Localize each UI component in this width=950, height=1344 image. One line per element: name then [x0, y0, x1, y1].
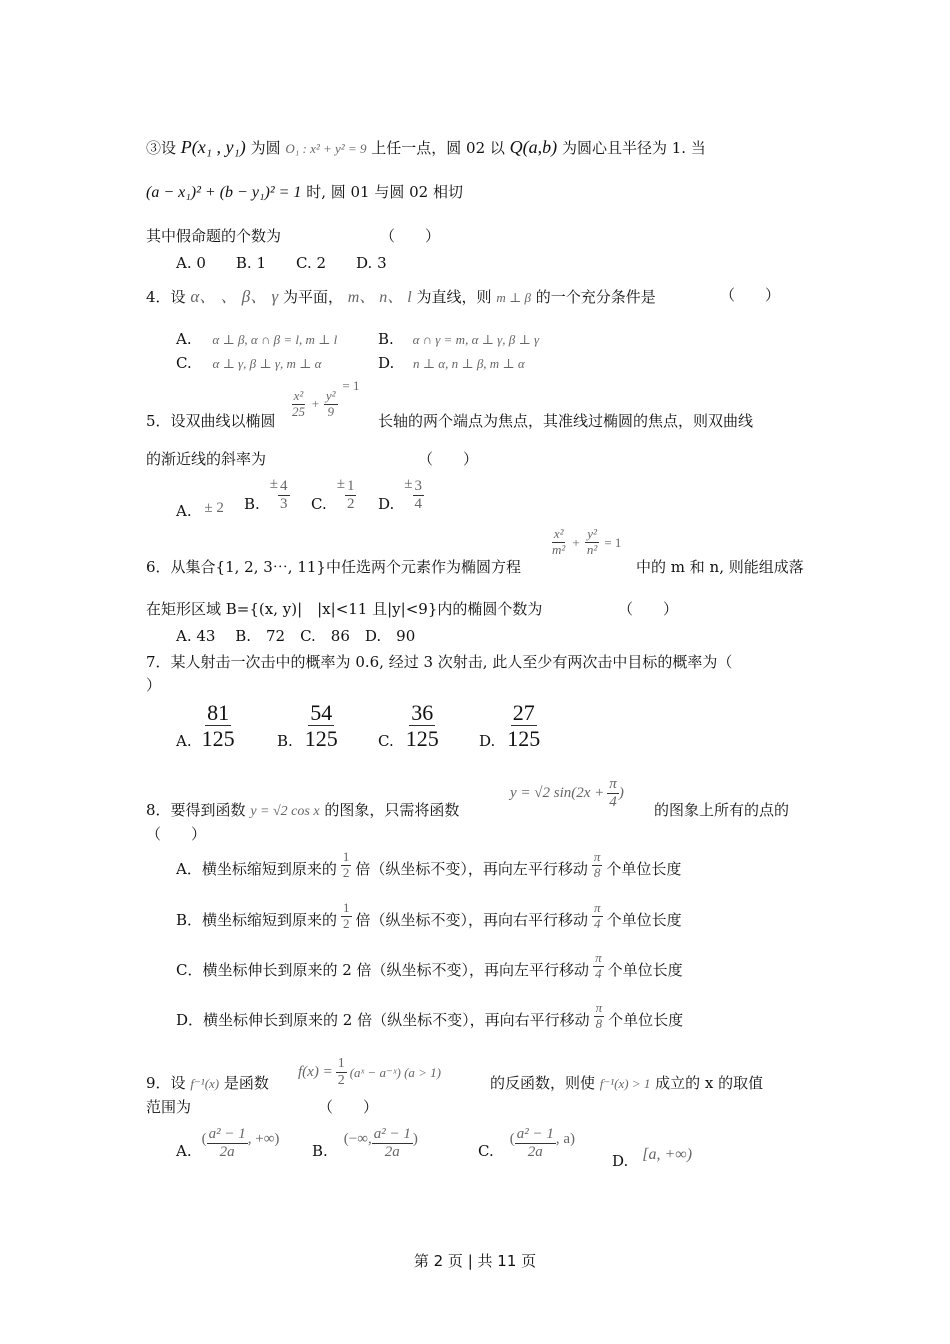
q3-question	[146, 229, 281, 244]
q9-option-c	[478, 1126, 575, 1162]
q8-option-a	[176, 850, 681, 881]
fraction-numerator: 36	[411, 700, 434, 725]
option-label: C.	[311, 495, 327, 513]
q8-stem-end	[654, 803, 789, 818]
q5-line2	[146, 452, 266, 467]
q3-text: 为圆心且半径为 1. 当	[561, 139, 706, 157]
q9-inverse-function: f⁻¹(x)	[190, 1076, 220, 1091]
option-label: B.	[312, 1141, 328, 1160]
q3-line2	[146, 185, 463, 201]
function-text: y = √2 sin(2x +	[510, 785, 605, 802]
q7-option-c	[378, 700, 441, 752]
fraction-numerator: π	[595, 950, 602, 965]
q6-prefix: 6．从集合{1, 2, 3⋯, 11}中任选两个元素作为椭圆方程	[146, 558, 521, 576]
q4-text: 的一个充分条件是	[535, 288, 656, 306]
q9-option-d-value: [a, +∞)	[642, 1146, 693, 1163]
interval-open: (−∞,	[343, 1130, 372, 1147]
fraction-numerator: 81	[207, 700, 230, 725]
fraction-numerator: x²	[553, 526, 564, 541]
q9-bracket	[318, 1100, 378, 1115]
q8-bracket	[146, 827, 206, 842]
q9-text: 是函数	[223, 1074, 269, 1092]
fraction-denominator: 2a	[219, 1144, 235, 1161]
q8-target-function: y = √2 cos x	[250, 804, 320, 819]
q4-option-c-text: α ⊥ γ, β ⊥ γ, m ⊥ α	[212, 356, 322, 371]
option-label: C.	[176, 354, 192, 372]
option-text: 倍（纵坐标不变），再向右平行移动	[355, 910, 589, 929]
q4-bracket	[720, 288, 780, 303]
equals-one: = 1	[604, 534, 622, 550]
q9-text: 范围为	[146, 1098, 192, 1116]
q3-bracket	[380, 229, 440, 244]
plus-sign: +	[572, 534, 580, 550]
q7-option-a	[176, 700, 237, 752]
q5-option-a-value: ± 2	[204, 500, 224, 516]
q5-prefix: 5．设双曲线以椭圆	[146, 412, 276, 430]
q8-option-b	[176, 901, 682, 932]
fraction-numerator: π	[594, 900, 601, 915]
q6-ellipse-eq	[550, 527, 621, 558]
q5-option-b	[244, 476, 290, 513]
q4-option-b	[378, 332, 539, 347]
fraction-numerator: 1	[343, 900, 350, 915]
q9-stem	[146, 1076, 269, 1091]
fraction-denominator: m²	[552, 541, 566, 557]
q5-option-d	[378, 476, 424, 513]
option-text: 个单位长度	[606, 859, 682, 878]
fraction-numerator: a² − 1	[372, 1126, 413, 1144]
fraction-denominator: 8	[593, 864, 601, 880]
option-label: A.	[176, 330, 192, 348]
q4-option-d	[378, 356, 525, 371]
fraction-numerator: x²	[293, 387, 304, 403]
function-text: f(x) =	[298, 1064, 333, 1081]
option-text: 倍（纵坐标不变），再向左平行移动	[355, 859, 588, 878]
q7-text: ）	[146, 676, 162, 694]
q9-option-d	[612, 1146, 692, 1170]
fraction-denominator: 125	[304, 726, 338, 752]
q4-text: 为直线，则	[416, 288, 492, 306]
option-label: A.	[176, 502, 192, 520]
q6-text: 中的 m 和 n, 则能组成落	[636, 558, 804, 576]
q3-text: 时, 圆 01 与圆 02 相切	[306, 183, 463, 201]
fraction-numerator: y²	[587, 526, 597, 541]
page-number: 第 2 页 | 共 11 页	[413, 1252, 537, 1270]
plus-minus: ±	[336, 476, 345, 492]
q3-options-text: A. 0 B. 1 C. 2 D. 3	[176, 254, 387, 272]
q5-ellipse-eq	[290, 378, 359, 419]
q4-text: 为平面，	[282, 288, 343, 306]
q8-option-d	[176, 1001, 683, 1032]
fraction-denominator: 9	[327, 403, 334, 419]
fraction-numerator: 1	[342, 849, 350, 864]
q6-bracket	[618, 602, 678, 617]
fraction-denominator: 3	[280, 495, 288, 512]
q8-stem	[146, 803, 459, 819]
option-label: B.	[277, 731, 293, 750]
fraction-denominator: 2	[343, 915, 350, 931]
q4-option-c	[176, 356, 321, 371]
fraction-numerator: y²	[325, 387, 336, 403]
q3-text: 为圆	[250, 139, 281, 157]
q3-condition: (a − x₁)² + (b − y₁)² = 1	[146, 184, 302, 201]
q4-planes: α、 、 β、 γ	[190, 287, 279, 306]
fraction-denominator: 125	[201, 726, 235, 752]
q9-option-b	[312, 1126, 418, 1162]
fraction-denominator: 4	[594, 915, 601, 931]
option-label: D.	[612, 1152, 629, 1170]
q8-source-function	[510, 776, 624, 812]
option-label: C.	[378, 731, 394, 750]
fraction-denominator: 4	[609, 794, 617, 811]
option-label: D.	[378, 354, 395, 372]
q4-lines: m、 n、 l	[347, 289, 412, 306]
q4-stem	[146, 288, 656, 306]
q7-option-d	[479, 700, 542, 752]
q7-stem	[146, 655, 732, 670]
option-text: 个单位长度	[607, 960, 683, 979]
fraction-denominator: 2	[346, 495, 355, 512]
q9-function-def	[298, 1056, 441, 1089]
option-label: D.	[378, 495, 395, 513]
q8-prefix: 8．要得到函数	[146, 801, 246, 819]
fraction-denominator: 2	[337, 1073, 345, 1089]
q3-point-q: Q(a,b)	[509, 137, 558, 157]
fraction-numerator: a² − 1	[515, 1126, 556, 1144]
q7-stem-end	[146, 678, 161, 693]
fraction-numerator: 3	[413, 478, 425, 496]
q9-prefix: 9．设	[146, 1074, 186, 1092]
q4-option-a	[176, 332, 337, 347]
option-label: B.	[378, 330, 394, 348]
fraction-denominator: 2a	[527, 1144, 543, 1161]
page-footer	[0, 1250, 950, 1271]
q3-point-p: P(x₁ , y₁)	[180, 137, 246, 157]
fraction-numerator: π	[607, 776, 619, 794]
q6-options	[176, 629, 415, 644]
plus-sign: +	[311, 396, 320, 411]
fraction-denominator: 4	[595, 965, 602, 981]
q3-circle-eq: O₁ : x² + y² = 9	[285, 141, 367, 156]
interval-close: , a)	[555, 1130, 575, 1147]
option-text: D．横坐标伸长到原来的 2 倍（纵坐标不变），再向右平行移动	[176, 1010, 590, 1029]
q3-text: 上任一点，圆 02 以	[371, 139, 505, 157]
q4-condition: m ⊥ β	[496, 290, 531, 305]
q8-text: 的图象上所有的点的	[654, 801, 790, 819]
fraction-numerator: 1	[336, 1056, 347, 1073]
q9-line2	[146, 1100, 191, 1115]
option-label: A.	[176, 731, 192, 750]
function-text: )	[618, 785, 624, 802]
option-label: A.	[176, 1141, 192, 1160]
q6-options-text: A. 43 B. 72 C. 86 D. 90	[176, 627, 416, 645]
q9-stem-mid	[490, 1076, 763, 1091]
fraction-numerator: 1	[345, 478, 357, 496]
q4-prefix: 4．设	[146, 288, 186, 306]
fraction-denominator: 2	[342, 864, 350, 880]
fraction-denominator: 125	[405, 726, 439, 752]
q7-option-b	[277, 700, 340, 752]
q5-stem-rest	[378, 414, 753, 429]
q8-text: 的图象，只需将函数	[324, 801, 460, 819]
option-text: 个单位长度	[606, 910, 682, 929]
option-text: C．横坐标伸长到原来的 2 倍（纵坐标不变），再向左平行移动	[176, 960, 590, 979]
option-label: D.	[479, 731, 496, 750]
fraction-denominator: n²	[586, 541, 598, 557]
answer-bracket: （ ）	[146, 825, 207, 843]
q6-stem-rest	[636, 560, 804, 575]
q3-line1	[146, 138, 706, 156]
q3-options	[176, 256, 387, 271]
q5-stem	[146, 414, 276, 429]
q4-option-d-text: n ⊥ α, n ⊥ β, m ⊥ α	[413, 356, 525, 371]
q9-text: 的反函数，则使	[490, 1074, 596, 1092]
q3-prefix: ③设	[146, 139, 177, 157]
q4-option-a-text: α ⊥ β, α ∩ β = l, m ⊥ l	[212, 332, 338, 347]
fraction-numerator: π	[593, 849, 601, 864]
q5-option-c	[311, 476, 356, 513]
q6-line2	[146, 602, 542, 617]
interval-close: )	[412, 1130, 418, 1147]
fraction-numerator: a² − 1	[207, 1126, 248, 1144]
q5-text: 长轴的两个端点为焦点，其准线过椭圆的焦点，则双曲线	[378, 412, 754, 430]
plus-minus: ±	[269, 476, 279, 492]
fraction-denominator: 4	[414, 495, 422, 512]
plus-minus: ±	[404, 476, 413, 492]
q5-option-a	[176, 500, 224, 520]
q4-option-b-text: α ∩ γ = m, α ⊥ γ, β ⊥ γ	[412, 332, 540, 347]
q6-text: 在矩形区域 B={(x, y)| |x|<11 且|y|<9}内的椭圆个数为	[146, 600, 543, 618]
fraction-numerator: 27	[512, 700, 535, 725]
q7-text: 7．某人射击一次击中的概率为 0.6, 经过 3 次射击, 此人至少有两次击中目标的概率为（	[146, 653, 733, 671]
q9-condition: f⁻¹(x) > 1	[599, 1076, 651, 1091]
fraction-denominator: 125	[507, 726, 541, 752]
equals-one: = 1	[342, 378, 360, 393]
fraction-numerator: π	[595, 1000, 603, 1015]
answer-bracket: （ ）	[618, 600, 679, 618]
fraction-numerator: 54	[310, 700, 333, 725]
fraction-denominator: 8	[595, 1015, 603, 1031]
interval-open: (	[509, 1130, 515, 1147]
fraction-denominator: 2a	[384, 1144, 400, 1161]
interval-close: , +∞)	[247, 1130, 280, 1147]
function-text: (aˣ − a⁻ˣ) (a > 1)	[349, 1064, 441, 1080]
answer-bracket: （ ）	[720, 286, 781, 304]
answer-bracket: （ ）	[318, 1098, 379, 1116]
option-text: B．横坐标缩短到原来的	[176, 910, 338, 929]
q9-text: 成立的 x 的取值	[655, 1074, 764, 1092]
q9-option-a	[176, 1126, 279, 1162]
fraction-numerator: 4	[278, 478, 290, 496]
option-text: 个单位长度	[608, 1010, 684, 1029]
q5-bracket	[418, 452, 478, 467]
option-label: B.	[244, 495, 260, 513]
q5-text: 的渐近线的斜率为	[146, 450, 267, 468]
answer-bracket: （ ）	[418, 450, 479, 468]
fraction-denominator: 25	[292, 403, 305, 419]
interval-open: (	[201, 1130, 207, 1147]
q6-stem	[146, 560, 521, 575]
option-label: C.	[478, 1141, 494, 1160]
q8-option-c	[176, 951, 683, 982]
q3-question-text: 其中假命题的个数为	[146, 227, 282, 245]
option-text: A．横坐标缩短到原来的	[176, 859, 337, 878]
answer-bracket: （ ）	[380, 227, 441, 245]
